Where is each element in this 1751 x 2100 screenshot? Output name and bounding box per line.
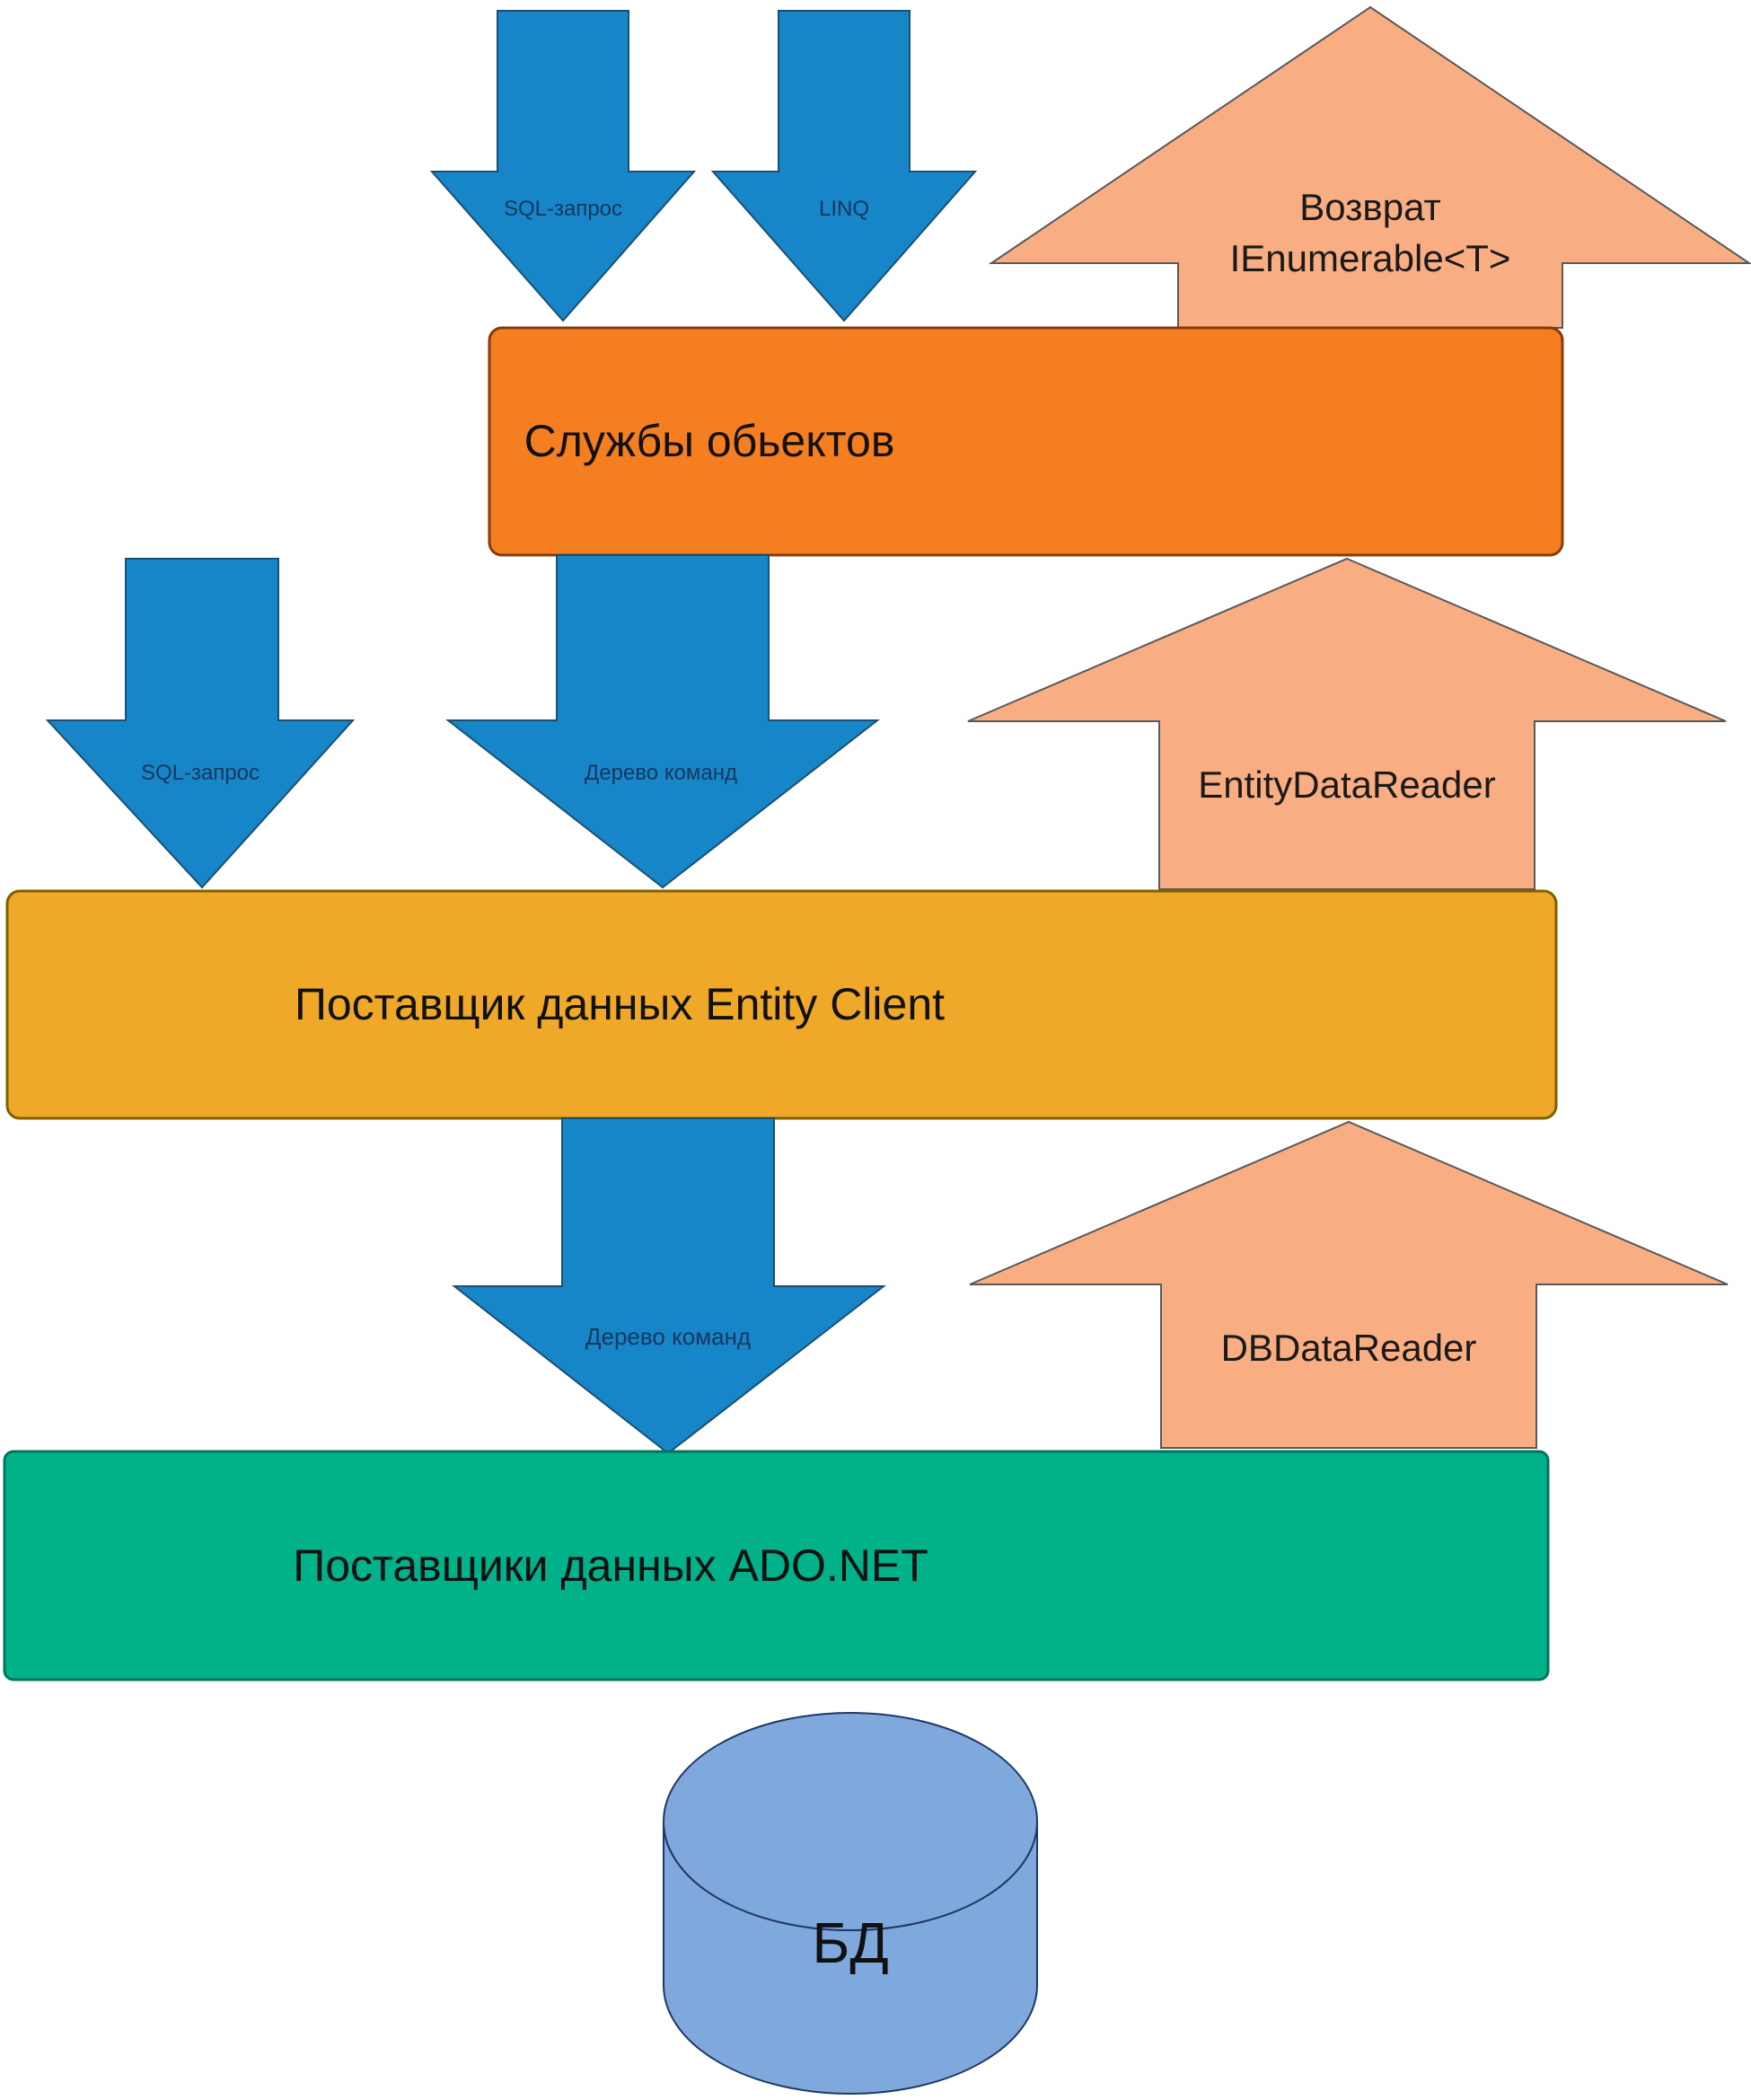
command-tree-arrow-bottom-label: Дерево команд [585,1323,752,1350]
command-tree-arrow-bottom [454,1118,884,1453]
ado-net-box-label: Поставщики данных ADO.NET [293,1540,928,1591]
return-ienumerable-label-line1: Возврат [1299,186,1441,228]
entity-data-reader-label: EntityDataReader [1198,763,1496,806]
linq-arrow [713,11,975,321]
object-services-box-label: Службы обьектов [524,416,895,466]
database-cylinder-top [664,1713,1037,1930]
sql-query-arrow-top-label: SQL-запрос [503,197,623,221]
sql-query-arrow-mid [48,559,353,887]
entity-client-box-label: Поставщик данных Entity Client [294,979,946,1029]
return-ienumerable-label-line2: IEnumerable<T> [1229,237,1511,279]
database-label: БД [812,1910,889,1975]
db-data-reader-arrow [970,1122,1728,1448]
command-tree-arrow-mid [448,555,877,887]
entity-data-reader-arrow [968,559,1726,889]
sql-query-arrow-mid-label: SQL-запрос [140,761,260,785]
command-tree-arrow-mid-label: Дерево команд [584,761,738,785]
sql-query-arrow-top [432,11,694,321]
linq-arrow-label: LINQ [818,197,870,221]
return-ienumerable-arrow [991,7,1749,328]
db-data-reader-label: DBDataReader [1220,1327,1477,1369]
